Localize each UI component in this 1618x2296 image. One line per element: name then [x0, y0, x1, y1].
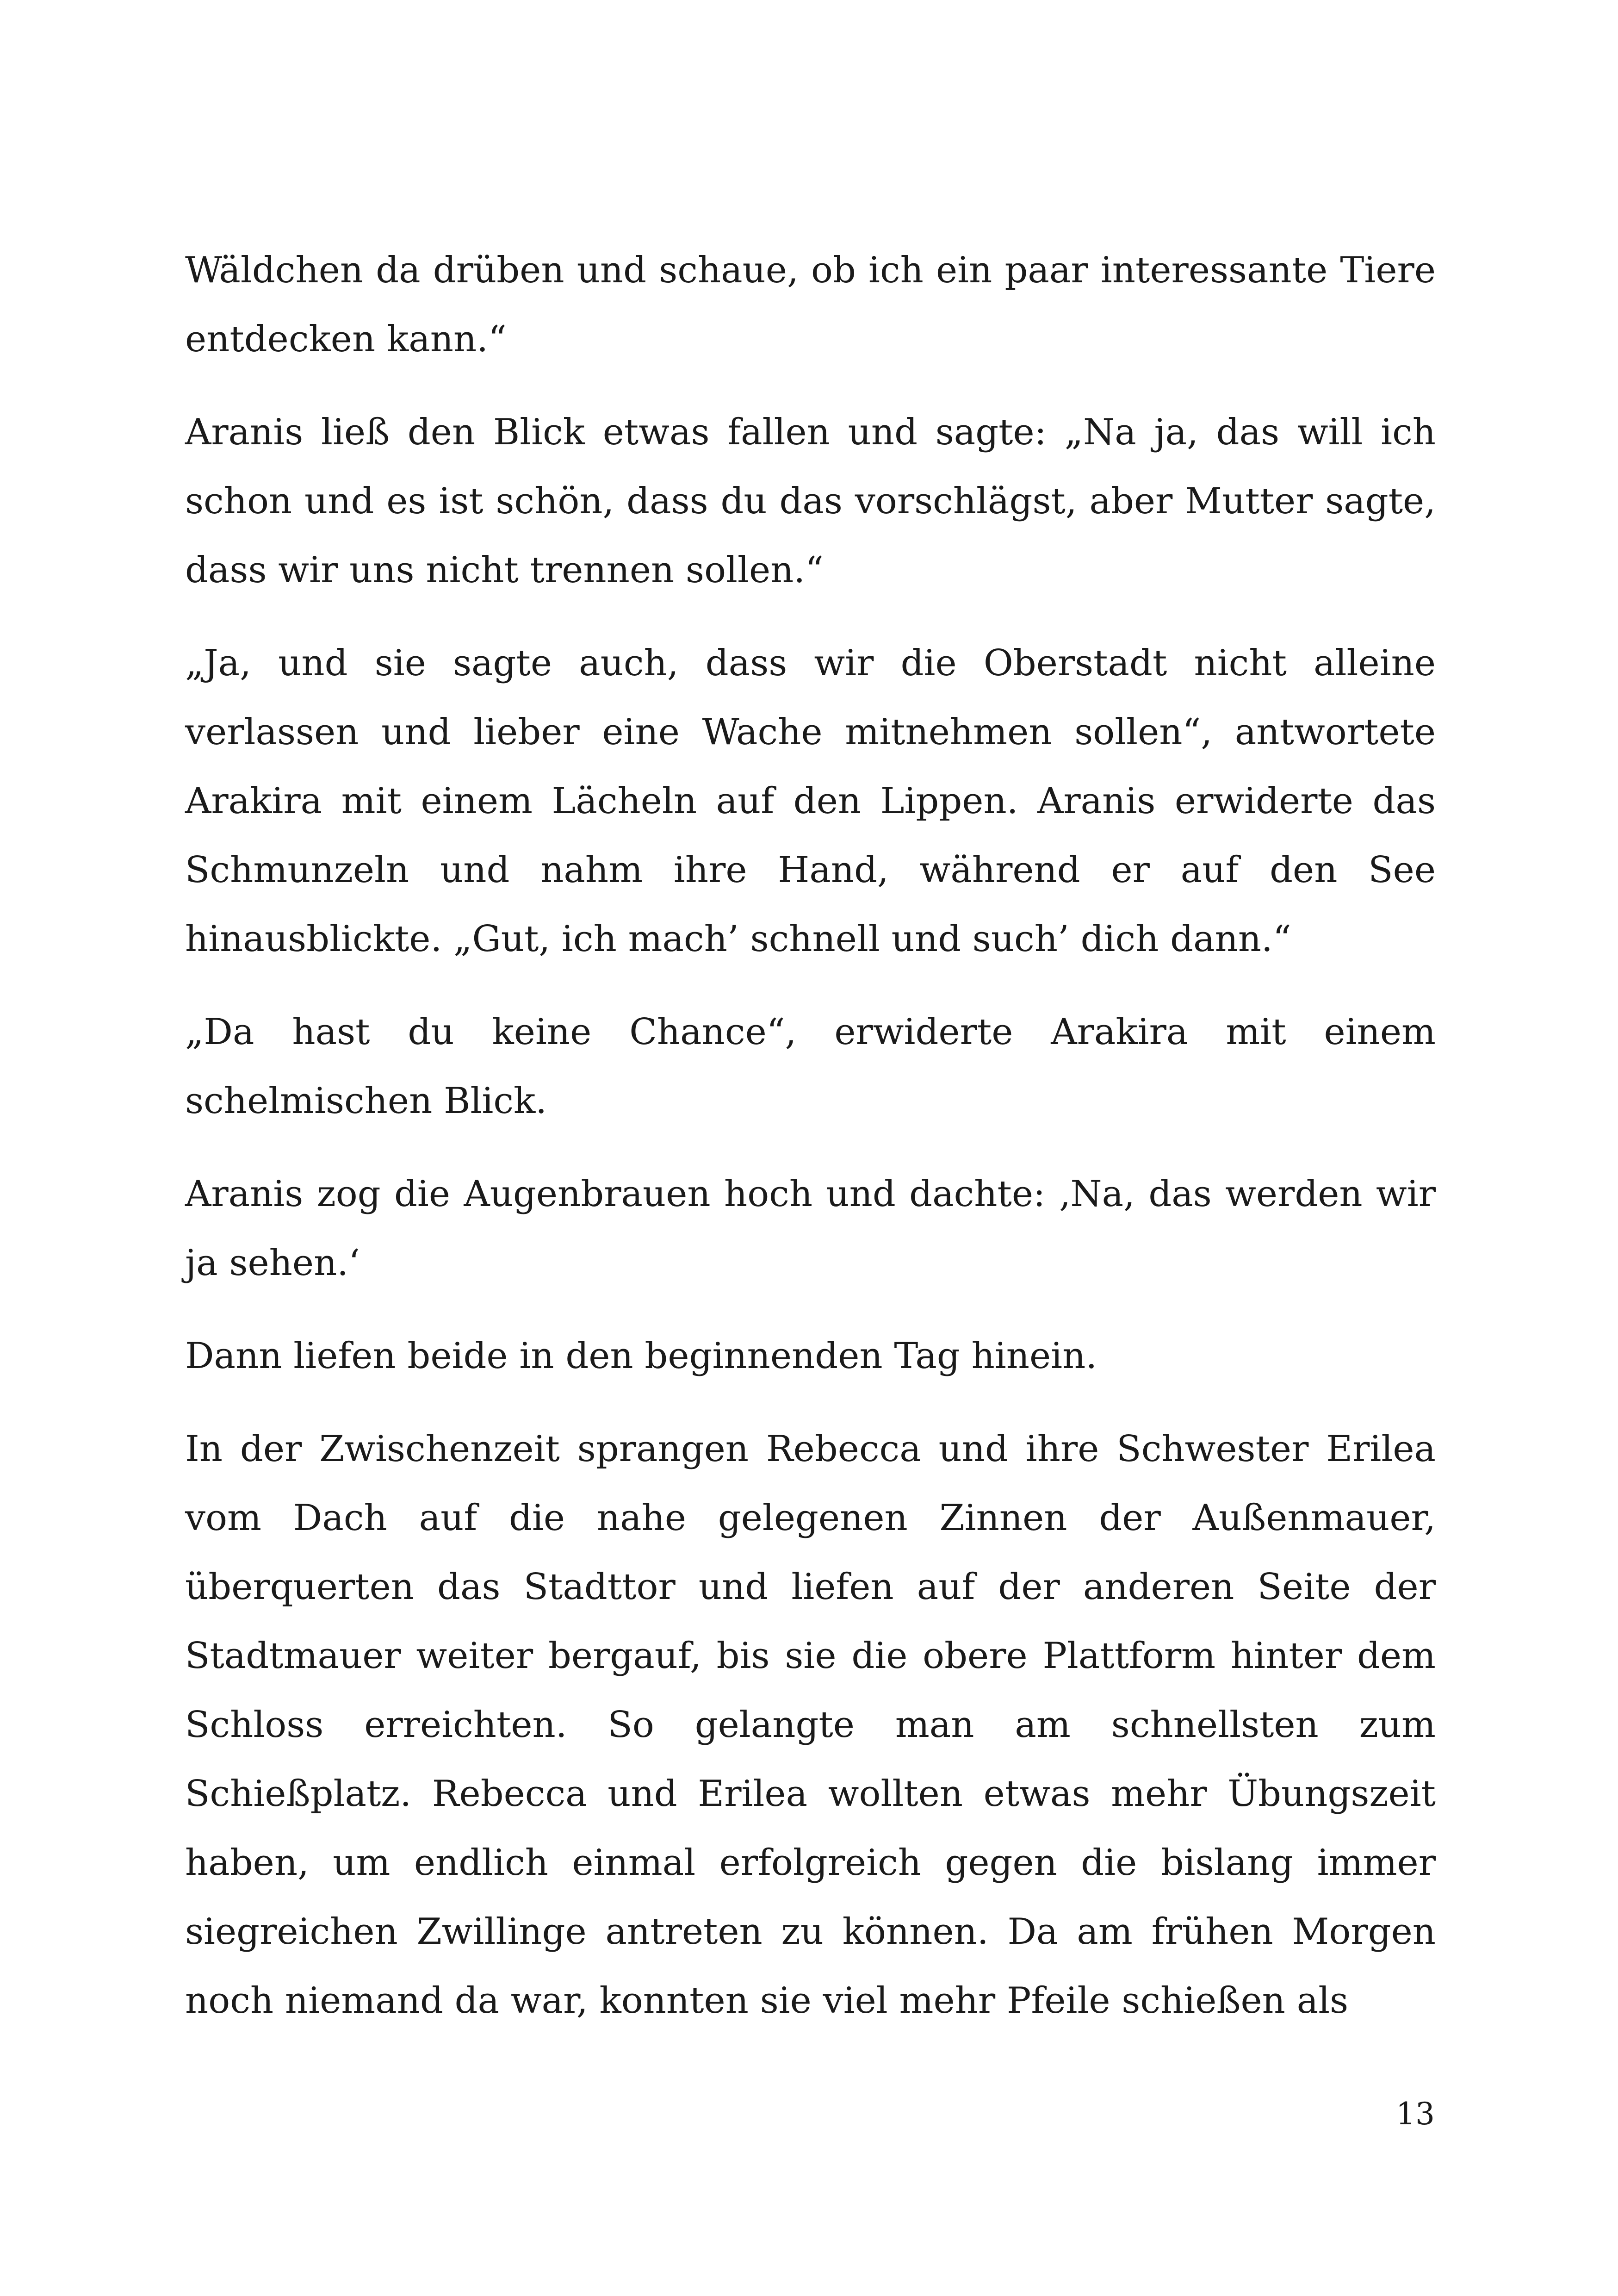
- page-number: 13: [1396, 2096, 1435, 2132]
- paragraph: In der Zwischenzeit sprangen Rebecca und ihre Schwester Erilea vom Dach auf die nahe gelegenen Zinnen der Außenmauer, überquerten das Stadttor und liefen auf der anderen Seite der Stadtmauer weiter bergauf, bis sie die obere Plattform hinter dem Schloss erreichten. So gelangte man am schnellsten zum Schießplatz. Rebecca und Erilea wollten etwas mehr Übungszeit haben, um endlich einmal erfolgreich gegen die bislang immer siegreichen Zwillinge antreten zu können. Da am frühen Morgen noch niemand da war, konnten sie viel mehr Pfeile schießen als: [185, 1428, 1436, 2022]
- paragraph: Wäldchen da drüben und schaue, ob ich ein paar interessante Tiere entdecken kann.“: [185, 249, 1436, 360]
- paragraph: „Ja, und sie sagte auch, dass wir die Oberstadt nicht alleine verlassen und lieber eine Wache mitnehmen sollen“, antwortete Arakira mit einem Lächeln auf den Lippen. Aranis erwiderte das Schmunzeln und nahm ihre Hand, während er auf den See hinausblickte. „Gut, ich mach’ schnell und such’ dich dann.“: [185, 642, 1436, 960]
- paragraph: Dann liefen beide in den beginnenden Tag hinein.: [185, 1335, 1097, 1377]
- paragraph: Aranis ließ den Blick etwas fallen und sagte: „Na ja, das will ich schon und es ist schön, dass du das vorschlägst, aber Mutter sagte, dass wir uns nicht trennen sollen.“: [185, 411, 1436, 591]
- body-text: [185, 236, 1436, 2060]
- paragraph: „Da hast du keine Chance“, erwiderte Arakira mit einem schelmischen Blick.: [185, 1011, 1436, 1122]
- paragraph: Aranis zog die Augenbrauen hoch und dachte: ‚Na, das werden wir ja sehen.‘: [185, 1173, 1436, 1284]
